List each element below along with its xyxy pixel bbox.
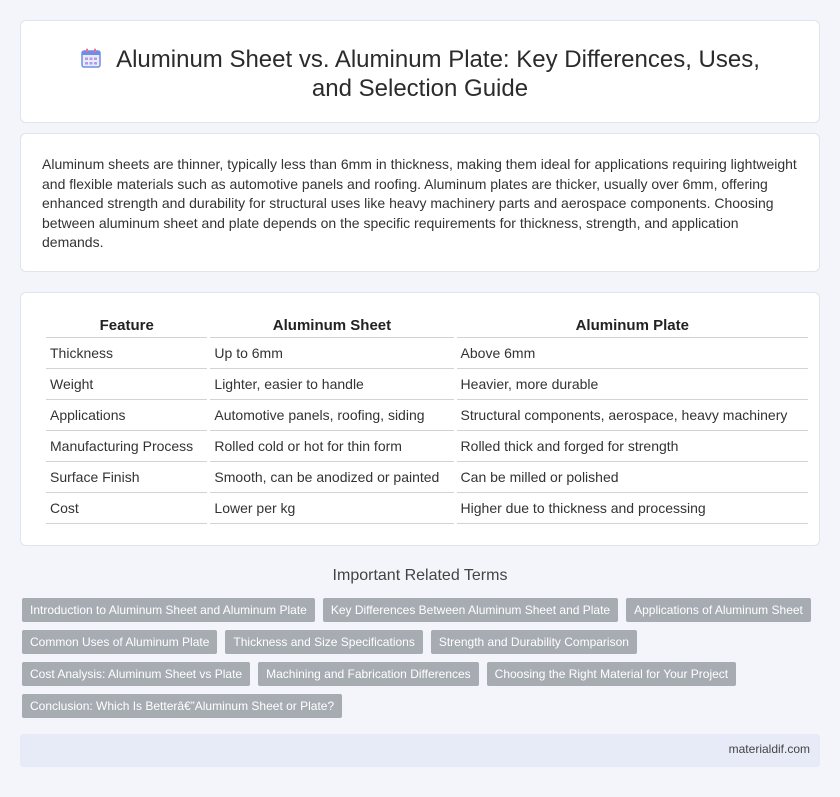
table-cell: Lighter, easier to handle (210, 369, 453, 400)
summary-card (20, 133, 820, 272)
related-terms-list (22, 598, 822, 718)
comparison-table (43, 315, 811, 524)
table-cell: Can be milled or polished (457, 462, 808, 493)
related-term-tag[interactable]: Conclusion: Which Is Betterâ€”Aluminum Sheet or Plate? (22, 694, 342, 718)
related-term-tag[interactable]: Introduction to Aluminum Sheet and Aluminum Plate (22, 598, 315, 622)
table-cell: Heavier, more durable (457, 369, 808, 400)
calendar-icon (80, 47, 102, 69)
table-cell: Applications (46, 400, 207, 431)
table-row (46, 369, 808, 400)
related-term-tag[interactable]: Common Uses of Aluminum Plate (22, 630, 217, 654)
related-term-tag[interactable]: Thickness and Size Specifications (225, 630, 422, 654)
table-cell: Automotive panels, roofing, siding (210, 400, 453, 431)
related-term-tag[interactable]: Strength and Durability Comparison (431, 630, 637, 654)
summary-text: Aluminum sheets are thinner, typically less than 6mm in thickness, making them ideal for applications requiring lightweight and flexible materials such as automotive panels and roofing. Aluminum plates are thicker, usually over 6mm, offering enhanced strength and durability for structural uses like heavy machinery parts and aerospace components. Choosing between aluminum sheet and plate depends on the specific requirements for thickness, strength, and application demands. (42, 156, 797, 250)
table-cell: Up to 6mm (210, 338, 453, 369)
comparison-card (20, 292, 820, 546)
table-cell: Rolled thick and forged for strength (457, 431, 808, 462)
related-term-tag[interactable]: Key Differences Between Aluminum Sheet and Plate (323, 598, 618, 622)
table-row (46, 400, 808, 431)
table-cell: Cost (46, 493, 207, 524)
page-title-wrap (21, 45, 819, 103)
table-row (46, 493, 808, 524)
table-header-row (46, 315, 808, 338)
related-term-tag[interactable]: Machining and Fabrication Differences (258, 662, 479, 686)
title-card (20, 20, 820, 123)
header-feature: Feature (46, 315, 207, 338)
footer-site-link[interactable]: materialdif.com (728, 742, 810, 756)
related-term-tag[interactable]: Choosing the Right Material for Your Project (487, 662, 736, 686)
table-cell: Smooth, can be anodized or painted (210, 462, 453, 493)
table-cell: Higher due to thickness and processing (457, 493, 808, 524)
table-cell: Weight (46, 369, 207, 400)
header-plate: Aluminum Plate (457, 315, 808, 338)
table-row (46, 462, 808, 493)
table-cell: Surface Finish (46, 462, 207, 493)
related-terms-title: Important Related Terms (332, 567, 508, 584)
related-term-tag[interactable]: Applications of Aluminum Sheet (626, 598, 811, 622)
page-title: Aluminum Sheet vs. Aluminum Plate: Key Differences, Uses, and Selection Guide (116, 46, 760, 102)
table-cell: Rolled cold or hot for thin form (210, 431, 453, 462)
table-cell: Above 6mm (457, 338, 808, 369)
header-sheet: Aluminum Sheet (210, 315, 453, 338)
footer-bar (20, 734, 820, 767)
table-cell: Lower per kg (210, 493, 453, 524)
table-row (46, 338, 808, 369)
table-cell: Thickness (46, 338, 207, 369)
table-cell: Structural components, aerospace, heavy machinery (457, 400, 808, 431)
related-term-tag[interactable]: Cost Analysis: Aluminum Sheet vs Plate (22, 662, 250, 686)
table-row (46, 431, 808, 462)
table-cell: Manufacturing Process (46, 431, 207, 462)
